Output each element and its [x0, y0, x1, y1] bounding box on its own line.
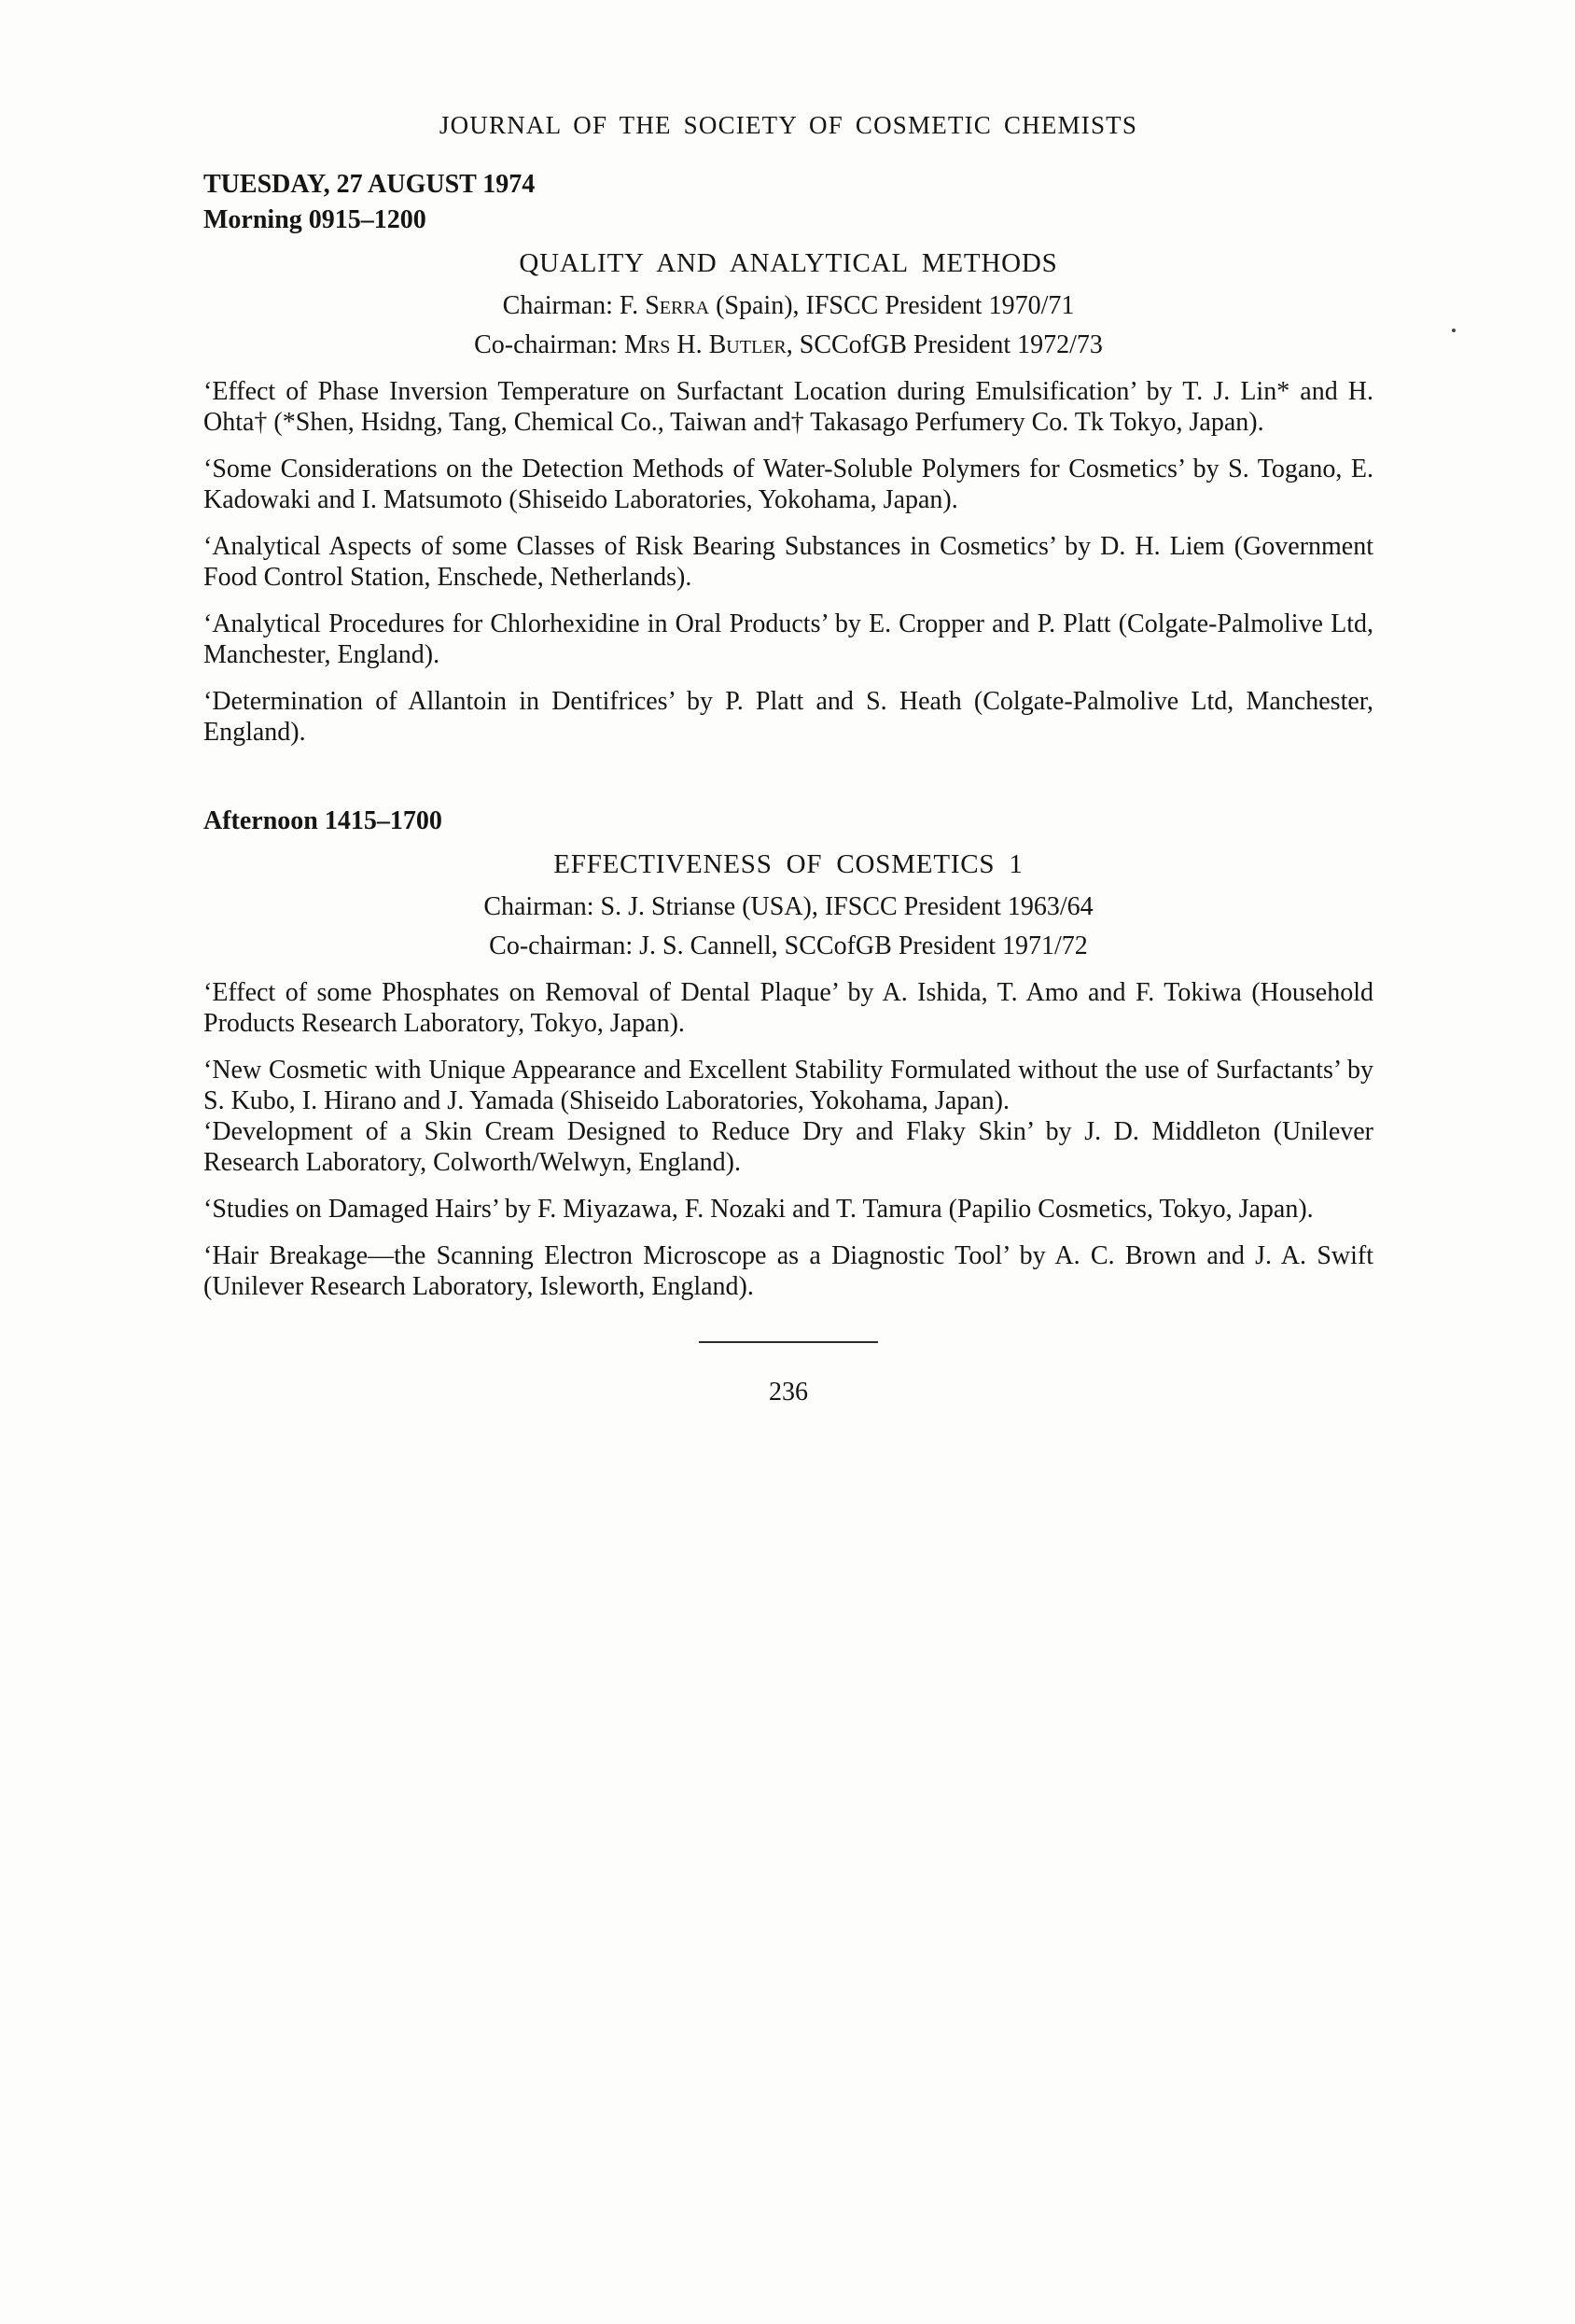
paper-item: ‘Hair Breakage—the Scanning Electron Microscope as a Diagnostic Tool’ by A. C. Brown and J. A. Swift (Unilever Research Laboratory, Isleworth, England). [203, 1241, 1373, 1301]
session-title-afternoon: EFFECTIVENESS OF COSMETICS 1 [553, 849, 1024, 879]
morning-session [203, 169, 1373, 748]
cochairman-prefix: Co-chairman: [474, 330, 625, 359]
cochairman-line-morning [203, 329, 1373, 360]
paper-item: ‘Development of a Skin Cream Designed to Reduce Dry and Flaky Skin’ by J. D. Middleton (Unilever Research Laboratory, Colworth/Welwyn, England). [203, 1117, 1373, 1177]
chairman-suffix: (Spain), IFSCC President 1970/71 [709, 291, 1075, 320]
chairman-prefix: Chairman: F. [502, 291, 646, 320]
paper-item: ‘Analytical Aspects of some Classes of Risk Bearing Substances in Cosmetics’ by D. H. Liem (Government Food Control Station, Enschede, Netherlands). [203, 532, 1373, 592]
chairman-line-morning [203, 290, 1373, 321]
afternoon-session [203, 805, 1373, 1302]
paper-item: ‘Some Considerations on the Detection Methods of Water-Soluble Polymers for Cosmetics’ by S. Togano, E. Kadowaki and I. Matsumoto (Shiseido Laboratories, Yokohama, Japan). [203, 455, 1373, 514]
scan-artifact-dot [1452, 329, 1456, 332]
paper-item: ‘Analytical Procedures for Chlorhexidine in Oral Products’ by E. Cropper and P. Platt (Colgate-Palmolive Ltd, Manchester, England). [203, 609, 1373, 669]
paper-item: ‘New Cosmetic with Unique Appearance and Excellent Stability Formulated without the use of Surfactants’ by S. Kubo, I. Hirano and J. Yamada (Shiseido Laboratories, Yokohama, Japan). [203, 1056, 1373, 1115]
session-time-afternoon: Afternoon 1415–1700 [203, 806, 442, 835]
paper-item: ‘Effect of Phase Inversion Temperature on Surfactant Location during Emulsification’ by T. J. Lin* and H. Ohta† (*Shen, Hsidng, Tang, Chemical Co., Taiwan and† Takasago Perfumery Co. Tk Tokyo, Japan). [203, 377, 1373, 437]
paper-item: ‘Determination of Allantoin in Dentifrices’ by P. Platt and S. Heath (Colgate-Palmolive Ltd, Manchester, England). [203, 687, 1373, 747]
divider-rule [699, 1341, 878, 1343]
chairman-line-afternoon: Chairman: S. J. Strianse (USA), IFSCC President 1963/64 [483, 892, 1094, 921]
journal-title: JOURNAL OF THE SOCIETY OF COSMETIC CHEMISTS [439, 111, 1138, 139]
session-day: TUESDAY, 27 AUGUST 1974 [203, 170, 536, 199]
cochairman-line-afternoon: Co-chairman: J. S. Cannell, SCCofGB President 1971/72 [489, 931, 1088, 960]
session-title-morning: QUALITY AND ANALYTICAL METHODS [519, 248, 1058, 278]
session-time-morning: Morning 0915–1200 [203, 205, 426, 234]
paper-item: ‘Effect of some Phosphates on Removal of Dental Plaque’ by A. Ishida, T. Amo and F. Tokiwa (Household Products Research Laboratory, Tokyo, Japan). [203, 978, 1373, 1038]
cochairman-suffix: , SCCofGB President 1972/73 [786, 330, 1103, 359]
page-number: 236 [769, 1378, 808, 1407]
chairman-name: Serra [645, 291, 710, 320]
cochairman-name: Mrs H. Butler [624, 330, 787, 359]
paper-item: ‘Studies on Damaged Hairs’ by F. Miyazawa, F. Nozaki and T. Tamura (Papilio Cosmetics, Tokyo, Japan). [203, 1195, 1314, 1224]
